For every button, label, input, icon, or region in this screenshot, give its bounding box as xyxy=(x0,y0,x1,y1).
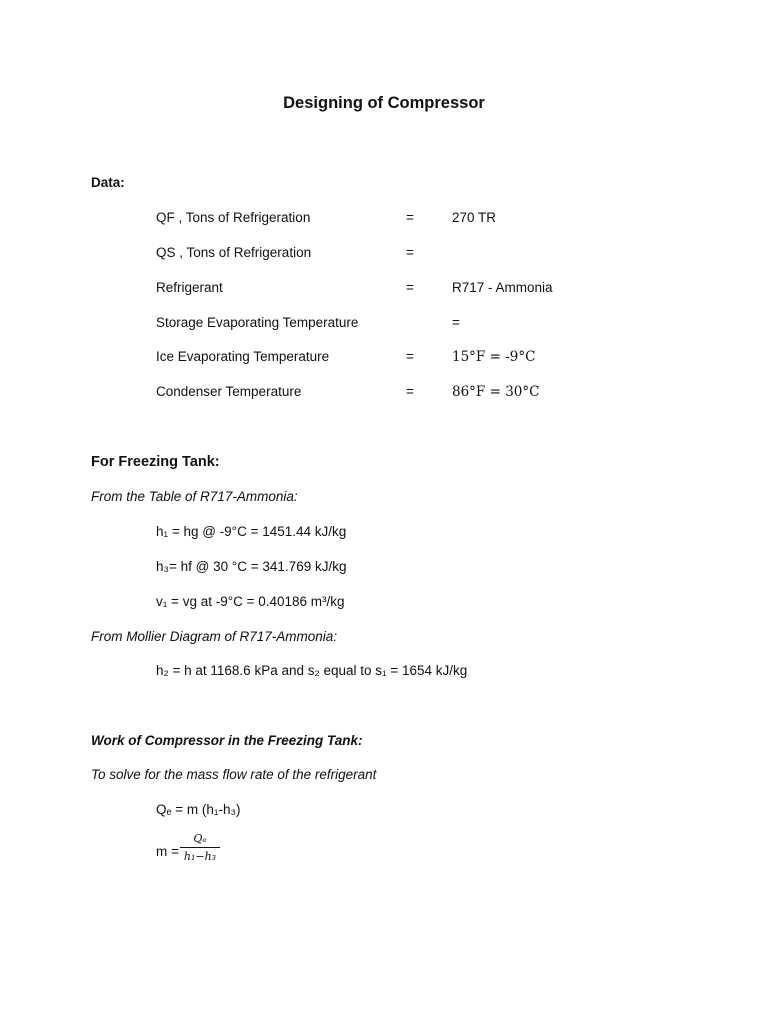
page-title: Designing of Compressor xyxy=(283,94,485,112)
equation-qe: Qₑ = m (h₁-h₃) xyxy=(156,802,241,817)
data-row-value: R717 - Ammonia xyxy=(452,280,553,295)
data-row-equals: = xyxy=(406,384,414,399)
equation-m-prefix: m = xyxy=(156,844,179,859)
equation-h1: h₁ = hg @ -9°C = 1451.44 kJ/kg xyxy=(156,524,347,539)
data-row-equals: = xyxy=(406,349,414,364)
data-row-value: 15°F = -9°C xyxy=(452,349,536,365)
section-heading-work-of-compressor: Work of Compressor in the Freezing Tank: xyxy=(91,733,363,748)
data-row-equals: = xyxy=(406,280,414,295)
section-heading-freezing-tank: For Freezing Tank: xyxy=(91,454,220,470)
data-row-equals: = xyxy=(406,245,414,260)
data-heading: Data: xyxy=(91,175,125,190)
equation-h3: h₃= hf @ 30 °C = 341.769 kJ/kg xyxy=(156,559,347,574)
table-source-note: From the Table of R717-Ammonia: xyxy=(91,489,298,504)
equation-v1: v₁ = vg at -9°C = 0.40186 m³/kg xyxy=(156,594,345,609)
data-row-value: = xyxy=(452,315,460,330)
mass-flow-note: To solve for the mass flow rate of the refrigerant xyxy=(91,767,377,782)
data-row-value: 86°F = 30°C xyxy=(452,384,540,400)
data-row-value: 270 TR xyxy=(452,210,497,225)
data-row-label: Condenser Temperature xyxy=(156,384,302,399)
fraction-bar xyxy=(180,847,220,848)
data-row-label: Storage Evaporating Temperature xyxy=(156,315,359,330)
mass-flow-fraction xyxy=(180,832,220,863)
data-row-label: Refrigerant xyxy=(156,280,223,295)
data-row-label: QF , Tons of Refrigeration xyxy=(156,210,311,225)
fraction-numerator: Qₑ xyxy=(193,832,207,845)
data-row-label: QS , Tons of Refrigeration xyxy=(156,245,312,260)
mollier-source-note: From Mollier Diagram of R717-Ammonia: xyxy=(91,629,338,644)
data-row-label: Ice Evaporating Temperature xyxy=(156,349,330,364)
data-row-equals: = xyxy=(406,210,414,225)
fraction-denominator: h₁−h₃ xyxy=(183,850,217,863)
equation-h2: h₂ = h at 1168.6 kPa and s₂ equal to s₁ = 1654 kJ/kg xyxy=(156,663,468,678)
